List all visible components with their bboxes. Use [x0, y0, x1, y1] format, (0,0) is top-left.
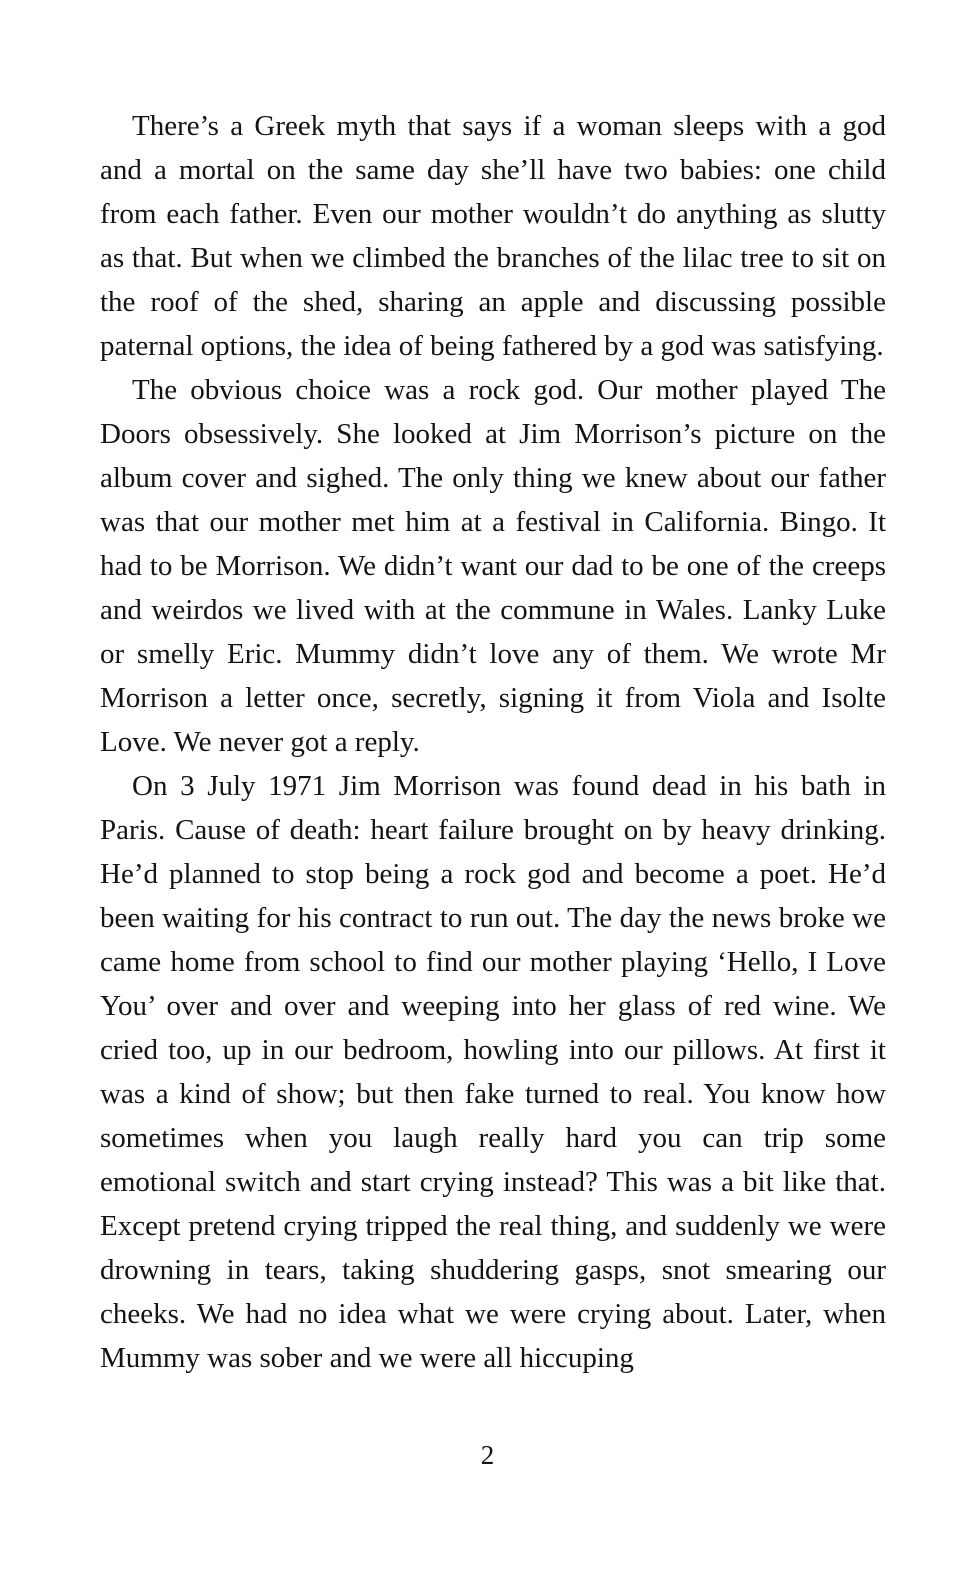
paragraph-1: There’s a Greek myth that says if a woman sleeps with a god and a mortal on the same day she’ll have two babies: one child from each father. Even our mother wouldn’t do anything as slutty as that. But when we climbed the branches of the lilac tree to sit on the roof of the shed, sharing an apple and discussing possible paternal options, the idea of being fathered by a god was satisfying.: [100, 110, 886, 362]
paragraph-3: On 3 July 1971 Jim Morrison was found dead in his bath in Paris. Cause of death: heart failure brought on by heavy drinking. He’d planned to stop being a rock god and become a poet. He’d been waiting for his contract to run out. The day the news broke we came home from school to find our mother playing ‘Hello, I Love You’ over and over and weeping into her glass of red wine. We cried too, up in our bedroom, howling into our pillows. At first it was a kind of show; but then fake turned to real. You know how sometimes when you laugh really hard you can trip some emotional switch and start crying instead? This was a bit like that. Except pretend crying tripped the real thing, and suddenly we were drowning in tears, taking shuddering gasps, snot smearing our cheeks. We had no idea what we were crying about. Later, when Mummy was sober and we were all hiccuping: [100, 770, 886, 1374]
paragraph-2: The obvious choice was a rock god. Our mother played The Doors obsessively. She looked at Jim Morrison’s picture on the album cover and sighed. The only thing we knew about our father was that our mother met him at a festival in California. Bingo. It had to be Morrison. We didn’t want our dad to be one of the creeps and weirdos we lived with at the commune in Wales. Lanky Luke or smelly Eric. Mummy didn’t love any of them. We wrote Mr Morrison a letter once, secretly, signing it from Viola and Isolte Love. We never got a reply.: [100, 374, 886, 758]
body-text: [100, 104, 886, 1380]
page-number: 2: [480, 1440, 495, 1470]
